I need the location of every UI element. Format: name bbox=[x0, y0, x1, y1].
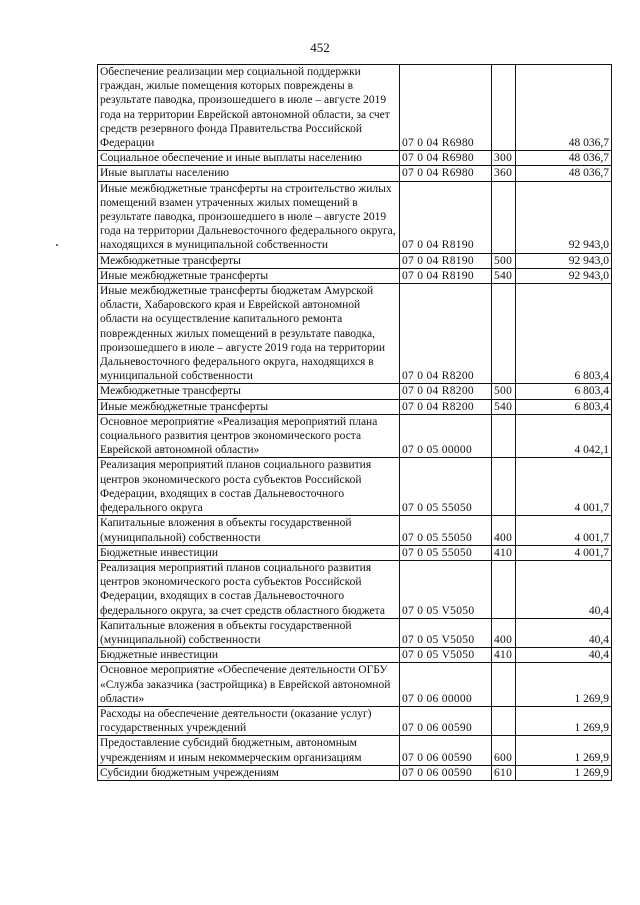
row-expense-type: 300 bbox=[492, 151, 516, 166]
row-code: 07 0 06 00590 bbox=[400, 706, 492, 735]
row-expense-type: 500 bbox=[492, 384, 516, 399]
row-amount: 6 803,4 bbox=[516, 399, 612, 414]
table-row bbox=[98, 253, 612, 268]
row-code: 07 0 04 R6980 bbox=[400, 65, 492, 151]
row-description: Капитальные вложения в объекты государственной (муниципальной) собственности bbox=[98, 618, 400, 647]
table-row bbox=[98, 384, 612, 399]
row-expense-type: 610 bbox=[492, 765, 516, 780]
row-expense-type: 600 bbox=[492, 736, 516, 765]
row-amount: 4 001,7 bbox=[516, 458, 612, 516]
row-expense-type bbox=[492, 414, 516, 458]
table-row bbox=[98, 166, 612, 181]
row-code: 07 0 05 55050 bbox=[400, 458, 492, 516]
row-code: 07 0 06 00000 bbox=[400, 663, 492, 707]
table-row bbox=[98, 516, 612, 545]
row-amount: 1 269,9 bbox=[516, 765, 612, 780]
table-row bbox=[98, 648, 612, 663]
row-description: Реализация мероприятий планов социального развития центров экономического роста субъектов Российской Федерации, входящих в состав Дальневосточного федерального округа bbox=[98, 458, 400, 516]
row-amount: 1 269,9 bbox=[516, 706, 612, 735]
row-code: 07 0 05 V5050 bbox=[400, 618, 492, 647]
row-expense-type bbox=[492, 706, 516, 735]
table-row bbox=[98, 181, 612, 253]
row-description: Иные межбюджетные трансферты bbox=[98, 268, 400, 283]
row-amount: 48 036,7 bbox=[516, 65, 612, 151]
row-description: Иные межбюджетные трансферты на строительство жилых помещений взамен утраченных жилых помещений в результате паводка, произошедшего в июле – августе 2019 года на территории Дальневосточного федерального округа, находящихся в муниципальной собственности bbox=[98, 181, 400, 253]
row-code: 07 0 05 55050 bbox=[400, 516, 492, 545]
budget-table-body bbox=[98, 65, 612, 781]
row-expense-type bbox=[492, 663, 516, 707]
table-row bbox=[98, 663, 612, 707]
scan-speck bbox=[56, 244, 58, 246]
row-amount: 92 943,0 bbox=[516, 181, 612, 253]
row-code: 07 0 04 R6980 bbox=[400, 166, 492, 181]
row-expense-type: 500 bbox=[492, 253, 516, 268]
row-code: 07 0 04 R8190 bbox=[400, 253, 492, 268]
row-expense-type bbox=[492, 284, 516, 384]
table-row bbox=[98, 458, 612, 516]
table-row bbox=[98, 65, 612, 151]
table-row bbox=[98, 151, 612, 166]
row-code: 07 0 04 R8190 bbox=[400, 181, 492, 253]
row-amount: 40,4 bbox=[516, 648, 612, 663]
table-row bbox=[98, 399, 612, 414]
row-description: Основное мероприятие «Реализация мероприятий плана социального развития центров экономического роста Еврейской автономной области» bbox=[98, 414, 400, 458]
row-description: Капитальные вложения в объекты государственной (муниципальной) собственности bbox=[98, 516, 400, 545]
row-description: Предоставление субсидий бюджетным, автономным учреждениям и иным некоммерческим организациям bbox=[98, 736, 400, 765]
row-description: Межбюджетные трансферты bbox=[98, 384, 400, 399]
row-description: Иные межбюджетные трансферты бюджетам Амурской области, Хабаровского края и Еврейской автономной области на осуществление капитального ремонта поврежденных жилых помещений в результате паводка, произошедшего в июле – августе 2019 года на территории Дальневосточного федерального округа, находящихся в муниципальной собственности bbox=[98, 284, 400, 384]
row-amount: 48 036,7 bbox=[516, 151, 612, 166]
row-amount: 6 803,4 bbox=[516, 284, 612, 384]
row-description: Обеспечение реализации мер социальной поддержки граждан, жилые помещения которых повреждены в результате паводка, произошедшего в июле – августе 2019 года на территории Еврейской автономной области, за счет средств резервного фонда Правительства Российской Федерации bbox=[98, 65, 400, 151]
row-code: 07 0 04 R6980 bbox=[400, 151, 492, 166]
row-description: Бюджетные инвестиции bbox=[98, 648, 400, 663]
row-expense-type: 540 bbox=[492, 399, 516, 414]
row-expense-type bbox=[492, 181, 516, 253]
table-row bbox=[98, 765, 612, 780]
row-code: 07 0 04 R8200 bbox=[400, 384, 492, 399]
row-description: Социальное обеспечение и иные выплаты населению bbox=[98, 151, 400, 166]
row-amount: 40,4 bbox=[516, 618, 612, 647]
row-amount: 4 001,7 bbox=[516, 516, 612, 545]
row-expense-type: 410 bbox=[492, 545, 516, 560]
row-description: Основное мероприятие «Обеспечение деятельности ОГБУ «Служба заказчика (застройщика) в Еврейской автономной области» bbox=[98, 663, 400, 707]
row-description: Субсидии бюджетным учреждениям bbox=[98, 765, 400, 780]
table-row bbox=[98, 560, 612, 618]
row-amount: 48 036,7 bbox=[516, 166, 612, 181]
budget-table bbox=[97, 64, 612, 781]
row-amount: 92 943,0 bbox=[516, 268, 612, 283]
row-code: 07 0 04 R8190 bbox=[400, 268, 492, 283]
row-expense-type: 540 bbox=[492, 268, 516, 283]
row-expense-type bbox=[492, 560, 516, 618]
row-expense-type: 360 bbox=[492, 166, 516, 181]
row-expense-type bbox=[492, 65, 516, 151]
table-row bbox=[98, 268, 612, 283]
row-amount: 92 943,0 bbox=[516, 253, 612, 268]
table-row bbox=[98, 545, 612, 560]
row-code: 07 0 06 00590 bbox=[400, 736, 492, 765]
row-expense-type bbox=[492, 458, 516, 516]
row-expense-type: 410 bbox=[492, 648, 516, 663]
row-code: 07 0 05 00000 bbox=[400, 414, 492, 458]
row-description: Расходы на обеспечение деятельности (оказание услуг) государственных учреждений bbox=[98, 706, 400, 735]
page-number: 452 bbox=[310, 40, 330, 55]
row-expense-type: 400 bbox=[492, 618, 516, 647]
row-code: 07 0 05 V5050 bbox=[400, 648, 492, 663]
row-amount: 4 042,1 bbox=[516, 414, 612, 458]
table-row bbox=[98, 618, 612, 647]
table-row bbox=[98, 284, 612, 384]
row-description: Иные выплаты населению bbox=[98, 166, 400, 181]
table-row bbox=[98, 414, 612, 458]
row-amount: 4 001,7 bbox=[516, 545, 612, 560]
row-amount: 1 269,9 bbox=[516, 736, 612, 765]
row-amount: 1 269,9 bbox=[516, 663, 612, 707]
row-code: 07 0 05 V5050 bbox=[400, 560, 492, 618]
row-description: Иные межбюджетные трансферты bbox=[98, 399, 400, 414]
row-amount: 40,4 bbox=[516, 560, 612, 618]
row-description: Межбюджетные трансферты bbox=[98, 253, 400, 268]
row-code: 07 0 05 55050 bbox=[400, 545, 492, 560]
row-expense-type: 400 bbox=[492, 516, 516, 545]
row-code: 07 0 04 R8200 bbox=[400, 284, 492, 384]
table-row bbox=[98, 706, 612, 735]
table-row bbox=[98, 736, 612, 765]
row-description: Бюджетные инвестиции bbox=[98, 545, 400, 560]
row-code: 07 0 06 00590 bbox=[400, 765, 492, 780]
row-amount: 6 803,4 bbox=[516, 384, 612, 399]
row-code: 07 0 04 R8200 bbox=[400, 399, 492, 414]
row-description: Реализация мероприятий планов социального развития центров экономического роста субъектов Российской Федерации, входящих в состав Дальневосточного федерального округа, за счет средств областного бюджета bbox=[98, 560, 400, 618]
